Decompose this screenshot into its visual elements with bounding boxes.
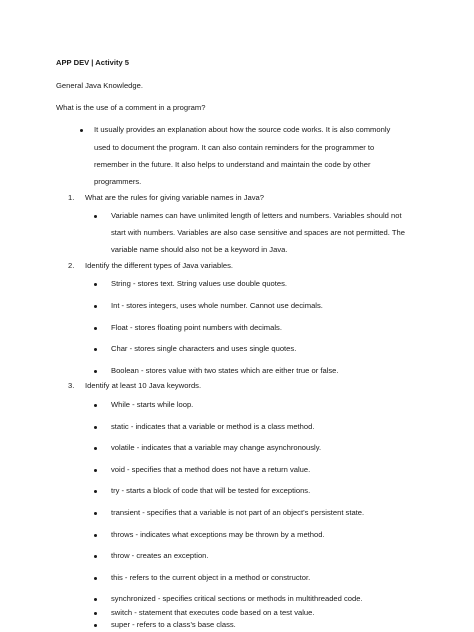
bullet-icon xyxy=(94,348,97,351)
list-number: 2. xyxy=(68,261,75,270)
list-number: 1. xyxy=(68,193,75,202)
answer-3-item: throw - creates an exception. xyxy=(111,551,209,560)
bullet-icon xyxy=(94,447,97,450)
answer-3-item: switch - statement that executes code based on a test value. xyxy=(111,608,315,617)
bullet-icon xyxy=(94,370,97,373)
bullet-icon xyxy=(94,512,97,515)
bullet-icon xyxy=(94,327,97,330)
answer-3-item: volatile - indicates that a variable may change asynchronously. xyxy=(111,443,322,452)
bullet-icon xyxy=(94,404,97,407)
bullet-icon xyxy=(94,469,97,472)
bullet-icon xyxy=(94,612,97,615)
bullet-icon xyxy=(94,624,97,627)
bullet-icon xyxy=(94,215,97,218)
answer-3-item: super - refers to a class’s base class. xyxy=(111,620,236,629)
bullet-icon xyxy=(80,129,83,132)
answer-2-item: String - stores text. String values use double quotes. xyxy=(111,279,288,288)
answer-1-line: variable name should also not be a keyword in Java. xyxy=(111,245,288,254)
bullet-icon xyxy=(94,577,97,580)
answer-3-item: While - starts while loop. xyxy=(111,400,194,409)
answer-2-item: Float - stores floating point numbers with decimals. xyxy=(111,323,282,332)
answer-3-item: void - specifies that a method does not have a return value. xyxy=(111,465,311,474)
answer-2-item: Int - stores integers, uses whole number. Cannot use decimals. xyxy=(111,301,323,310)
list-number: 3. xyxy=(68,381,75,390)
answer-3-item: static - indicates that a variable or method is a class method. xyxy=(111,422,315,431)
question-0: What is the use of a comment in a program? xyxy=(56,103,206,112)
bullet-icon xyxy=(94,490,97,493)
answer-3-item: throws - indicates what exceptions may be thrown by a method. xyxy=(111,530,325,539)
bullet-icon xyxy=(94,598,97,601)
answer-0-line: programmers. xyxy=(94,177,142,186)
bullet-icon xyxy=(94,283,97,286)
answer-1-line: start with numbers. Variables are also case sensitive and spaces are not permitted. The xyxy=(111,228,405,237)
answer-0-line: used to document the program. It can also contain reminders for the programmer to xyxy=(94,143,375,152)
answer-3-item: try - starts a block of code that will be tested for exceptions. xyxy=(111,486,311,495)
answer-1-line: Variable names can have unlimited length of letters and numbers. Variables should not xyxy=(111,211,402,220)
bullet-icon xyxy=(94,555,97,558)
bullet-icon xyxy=(94,426,97,429)
question-3: Identify at least 10 Java keywords. xyxy=(85,381,202,390)
answer-2-item: Char - stores single characters and uses single quotes. xyxy=(111,344,297,353)
answer-2-item: Boolean - stores value with two states which are either true or false. xyxy=(111,366,339,375)
doc-subtitle: General Java Knowledge. xyxy=(56,81,143,90)
answer-3-item: this - refers to the current object in a method or constructor. xyxy=(111,573,311,582)
bullet-icon xyxy=(94,305,97,308)
doc-title: APP DEV | Activity 5 xyxy=(56,58,130,67)
question-2: Identify the different types of Java variables. xyxy=(85,261,234,270)
question-1: What are the rules for giving variable names in Java? xyxy=(85,193,264,202)
answer-3-item: synchronized - specifies critical sections or methods in multithreaded code. xyxy=(111,594,363,603)
answer-0-line: remember in the future. It also helps to understand and maintain the code by other xyxy=(94,160,371,169)
bullet-icon xyxy=(94,534,97,537)
answer-0-line: It usually provides an explanation about how the source code works. It is also commonly xyxy=(94,125,391,134)
answer-3-item: transient - specifies that a variable is not part of an object’s persistent state. xyxy=(111,508,365,517)
